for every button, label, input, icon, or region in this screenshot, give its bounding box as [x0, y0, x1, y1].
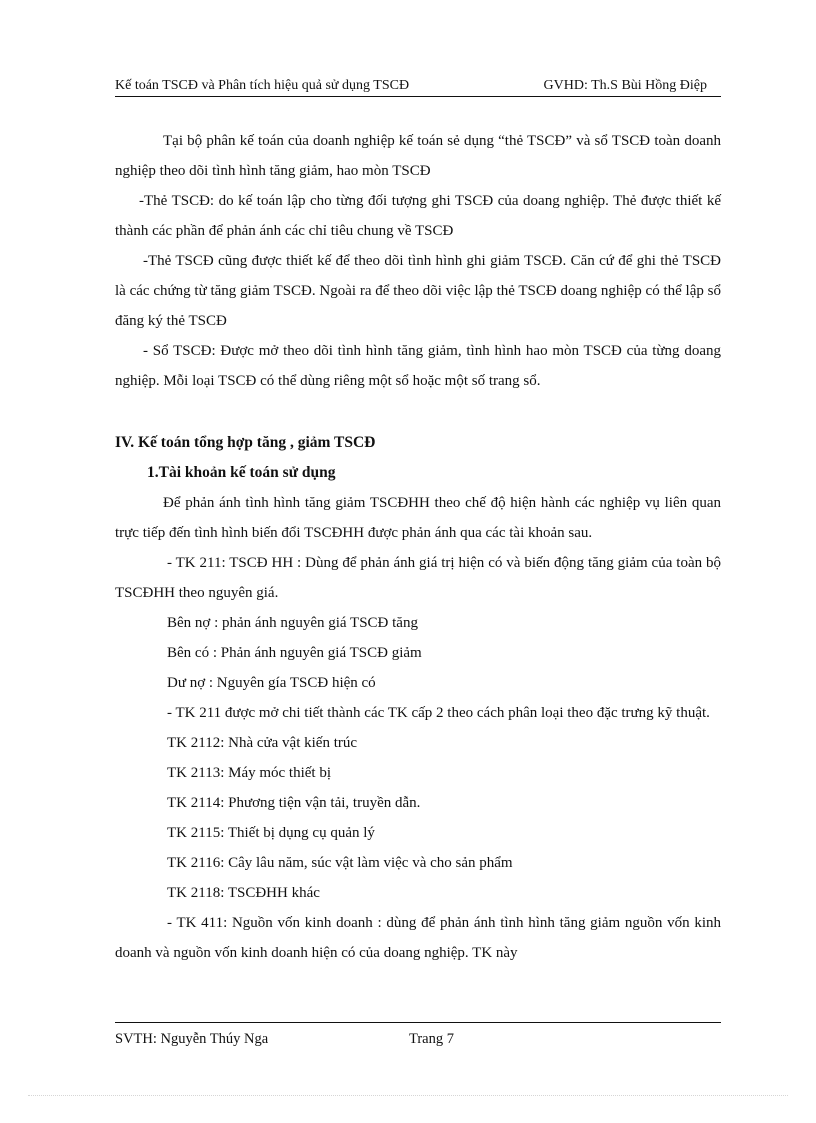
list-item: Bên nợ : phản ánh nguyên giá TSCĐ tăng	[167, 615, 418, 631]
section-heading: IV. Kế toán tổng hợp tăng , giảm TSCĐ	[115, 434, 376, 451]
list-item: Bên có : Phản ánh nguyên giá TSCĐ giảm	[167, 645, 422, 661]
list-item: TK 2118: TSCĐHH khác	[167, 885, 320, 901]
list-item: TK 2113: Máy móc thiết bị	[167, 765, 332, 781]
page-header	[115, 76, 721, 97]
page-number: Trang 7	[409, 1031, 454, 1047]
header-supervisor: GVHD: Th.S Bùi Hồng Điệp	[543, 78, 707, 93]
paragraph: Để phản ánh tình hình tăng giảm TSCĐHH theo chế độ hiện hành các nghiệp vụ liên quan trực tiếp đến tình hình biến đổi TSCĐHH được phản ánh qua các tài khoản sau.	[115, 495, 721, 541]
list-item: TK 2116: Cây lâu năm, súc vật làm việc và cho sản phẩm	[167, 855, 513, 871]
header-title: Kế toán TSCĐ và Phân tích hiệu quả sử dụng TSCĐ	[115, 78, 410, 93]
list-item: TK 2112: Nhà cửa vật kiến trúc	[167, 735, 358, 751]
page-footer	[115, 1022, 721, 1047]
paragraph: - TK 411: Nguồn vốn kinh doanh : dùng để phản ánh tình hình tăng giảm nguồn vốn kinh doanh và nguồn vốn kinh doanh hiện có của doang nghiệp. TK này	[115, 915, 721, 961]
paragraph: - Sổ TSCĐ: Được mở theo dõi tình hình tăng giảm, tình hình hao mòn TSCĐ của từng doang nghiệp. Mỗi loại TSCĐ có thể dùng riêng một sổ hoặc một số trang sổ.	[115, 343, 721, 389]
paragraph: -Thẻ TSCĐ: do kế toán lập cho từng đối tượng ghi TSCĐ của doang nghiệp. Thẻ được thiết kế thành các phần để phản ánh các chỉ tiêu chung về TSCĐ	[115, 193, 721, 239]
body-text	[115, 126, 721, 968]
list-item: Dư nợ : Nguyên gía TSCĐ hiện có	[167, 675, 376, 691]
footer-author: SVTH: Nguyễn Thúy Nga	[115, 1031, 269, 1047]
list-item: TK 2115: Thiết bị dụng cụ quản lý	[167, 825, 375, 841]
page-edge-divider	[28, 1095, 788, 1096]
paragraph: - TK 211 được mở chi tiết thành các TK cấp 2 theo cách phân loại theo đặc trưng kỹ thuật.	[167, 705, 710, 721]
spacer	[115, 396, 721, 428]
paragraph: - TK 211: TSCĐ HH : Dùng để phản ánh giá trị hiện có và biến động tăng giảm của toàn bộ TSCĐHH theo nguyên giá.	[115, 555, 721, 601]
list-item: TK 2114: Phương tiện vận tải, truyền dẫn.	[167, 795, 421, 811]
subsection-heading: 1.Tài khoản kế toán sử dụng	[147, 464, 336, 481]
paragraph: -Thẻ TSCĐ cũng được thiết kế để theo dõi tình hình ghi giảm TSCĐ. Căn cứ để ghi thẻ TSCĐ là các chứng từ tăng giảm TSCĐ. Ngoài ra để theo dõi việc lập thẻ TSCĐ doang nghiệp có thể lập sổ đăng ký thẻ TSCĐ	[115, 253, 721, 329]
paragraph: Tại bộ phân kế toán của doanh nghiệp kế toán sẻ dụng “thẻ TSCĐ” và sổ TSCĐ toàn doanh nghiệp theo dõi tình hình tăng giảm, hao mòn TSCĐ	[115, 133, 721, 179]
